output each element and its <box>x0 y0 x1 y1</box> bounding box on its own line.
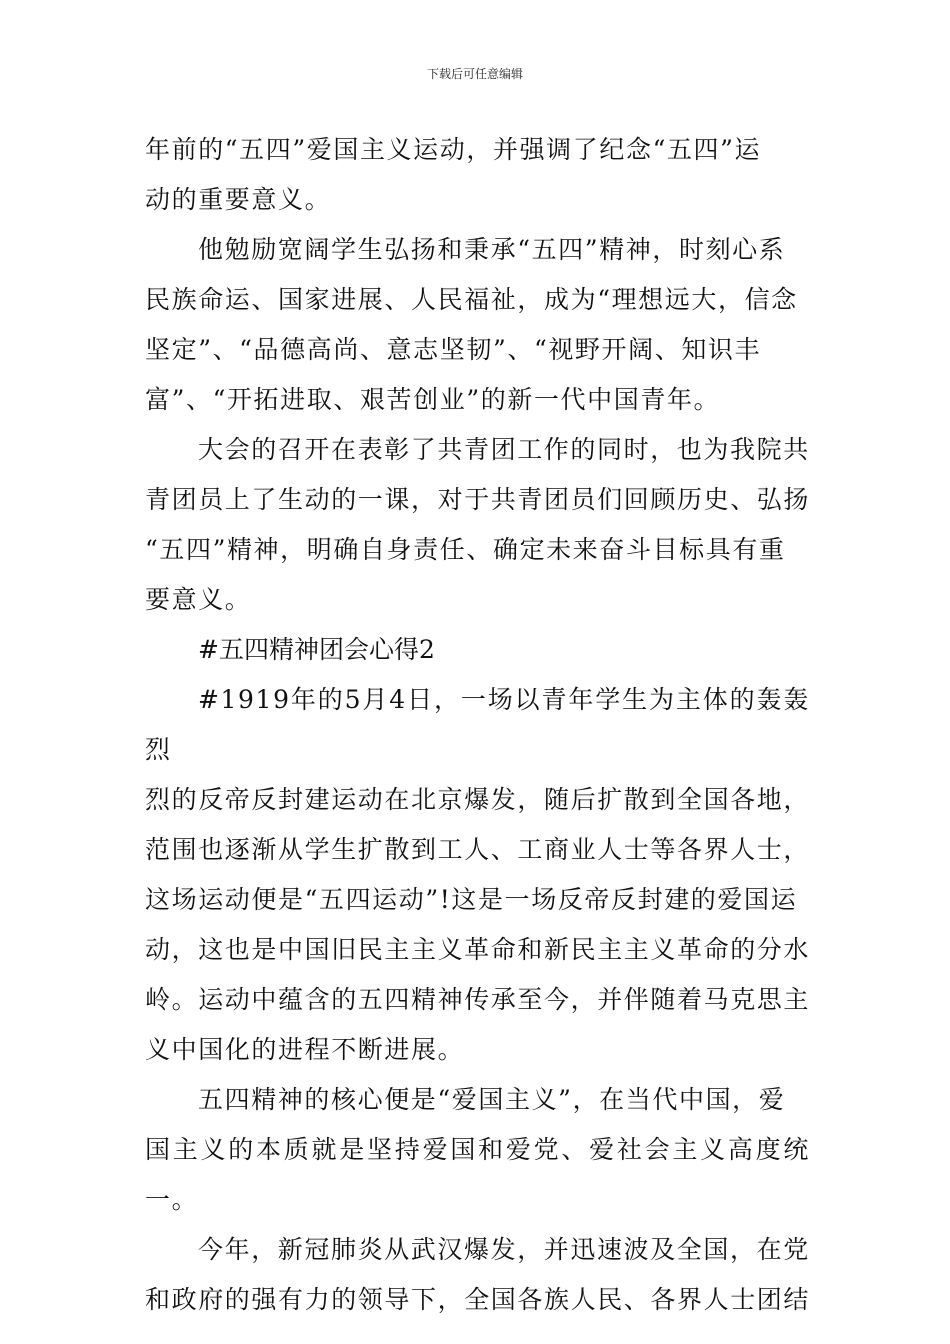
text-line: 五四精神的核心便是“爱国主义”，在当代中国，爱 <box>198 1085 786 1114</box>
text-line: 动的重要意义。 <box>145 185 332 214</box>
paragraph-1 <box>145 125 810 225</box>
text-line: 年前的“五四”爱国主义运动，并强调了纪念“五四”运 <box>145 135 762 164</box>
page-header-note: 下载后可任意编辑 <box>426 67 523 81</box>
paragraph-4 <box>145 675 810 1075</box>
text-line: 要意义。 <box>145 585 252 614</box>
text-line: #1919年的5月4日，一场以青年学生为主体的轰轰烈 <box>145 685 810 764</box>
text-line: 青团员上了生动的一课，对于共青团员们回顾历史、弘扬 <box>145 485 811 514</box>
text-line: 和政府的强有力的领导下，全国各族人民、各界人士团结 <box>145 1285 811 1314</box>
text-line: 义中国化的进程不断进展。 <box>145 1035 465 1064</box>
section-heading <box>145 625 810 675</box>
text-line: “五四”精神，明确自身责任、确定未来奋斗目标具有重 <box>145 535 786 564</box>
text-line: 岭。运动中蕴含的五四精神传承至今，并伴随着马克思主 <box>145 985 811 1014</box>
paragraph-5 <box>145 1075 810 1225</box>
text-line: 富”、“开拓进取、艰苦创业”的新一代中国青年。 <box>145 385 721 414</box>
text-line: 大会的召开在表彰了共青团工作的同时，也为我院共 <box>198 435 810 464</box>
text-line: 国主义的本质就是坚持爱国和爱党、爱社会主义高度统一。 <box>145 1135 810 1214</box>
text-line: 今年，新冠肺炎从武汉爆发，并迅速波及全国，在党 <box>198 1235 810 1264</box>
text-line: 这场运动便是“五四运动”!这是一场反帝反封建的爱国运 <box>145 885 798 914</box>
heading-text: #五四精神团会心得2 <box>198 635 435 664</box>
text-line: 坚定”、“品德高尚、意志坚韧”、“视野开阔、知识丰 <box>145 335 762 364</box>
text-line: 动，这也是中国旧民主主义革命和新民主主义革命的分水 <box>145 935 811 964</box>
text-line: 烈的反帝反封建运动在北京爆发，随后扩散到全国各地， <box>145 785 811 814</box>
document-body <box>145 125 810 1325</box>
text-line: 他勉励宽阔学生弘扬和秉承“五四”精神，时刻心系 <box>198 235 786 264</box>
paragraph-3 <box>145 425 810 625</box>
text-line: 民族命运、国家进展、人民福祉，成为“理想远大，信念 <box>145 285 798 314</box>
paragraph-2 <box>145 225 810 425</box>
text-line: 范围也逐渐从学生扩散到工人、工商业人士等各界人士， <box>145 835 811 864</box>
paragraph-6 <box>145 1225 810 1325</box>
